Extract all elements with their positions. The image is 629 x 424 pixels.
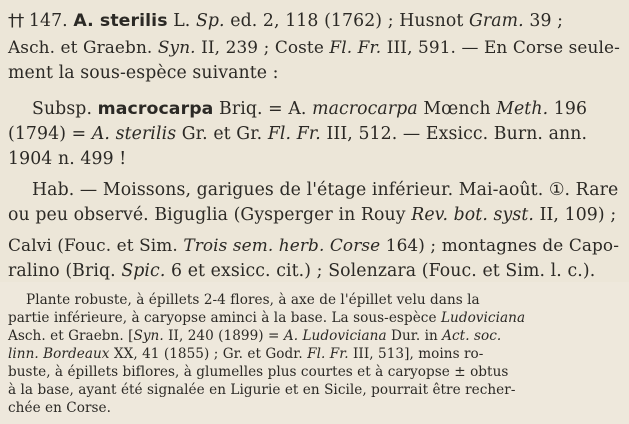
reference-text: ed. 2, 118 (1762) ; Husnot: [230, 11, 464, 31]
reference-title: Syn.: [157, 37, 196, 57]
subsp-label: Subsp.: [32, 99, 93, 119]
reference-text: III, 591. — En Corse seule-: [386, 37, 620, 57]
habitat-line-4: [8, 261, 595, 281]
note-text: partie inférieure, à caryopse aminci à la base. La sous-espèce: [8, 310, 437, 326]
reference-title: Spic.: [121, 261, 166, 281]
habitat-line-3: [8, 235, 619, 255]
reference-title: Sp.: [195, 11, 225, 31]
entry-line-2: [8, 37, 620, 57]
reference-title: Trois sem. herb. Corse: [183, 235, 381, 255]
subsp-text: Gr. et Gr.: [181, 124, 263, 144]
subsp-text: 196: [553, 99, 588, 119]
note-line-7: chée en Corse.: [8, 400, 112, 416]
habitat-line-1: Hab. — Moissons, garigues de l'étage inférieur. Mai-août. ①. Rare: [32, 180, 619, 200]
reference-title: Rev. bot. syst.: [411, 205, 534, 225]
habitat-text: II, 109) ;: [539, 205, 617, 225]
reference-title: macrocarpa: [312, 99, 418, 119]
note-line-6: à la base, ayant été signalée en Ligurie et en Sicile, pourrait être recher-: [8, 382, 516, 398]
reference-title: Fl. Fr.: [307, 346, 349, 362]
subsp-line-2: [8, 124, 587, 144]
note-line-4: [8, 346, 483, 363]
habitat-text: ou peu observé. Biguglia (Gysperger in Rouy: [8, 205, 406, 225]
note-text: Asch. et Graebn. [: [8, 328, 134, 344]
reference-title: Fl. Fr.: [329, 37, 382, 57]
reference-text: Asch. et Graebn.: [8, 37, 153, 57]
reference-title: Syn.: [133, 328, 164, 344]
reference-title: Act. soc.: [442, 328, 502, 344]
perennial-mark: ††: [8, 11, 24, 31]
subsp-line-1: [32, 99, 587, 119]
habitat-text: 164) ; montagnes de Capo-: [385, 235, 619, 255]
habitat-text: Calvi (Fouc. et Sim.: [8, 235, 178, 255]
note-line-2: [8, 310, 525, 327]
note-text: II, 240 (1899) =: [168, 328, 280, 344]
species-author: L.: [173, 11, 191, 31]
species-name: A. sterilis: [73, 11, 168, 31]
reference-title: Fl. Fr.: [267, 124, 321, 144]
reference-title: A. sterilis: [91, 124, 177, 144]
note-text: XX, 41 (1855) ; Gr. et Godr.: [113, 346, 303, 362]
subsp-name: macrocarpa: [97, 99, 214, 119]
subsp-text: III, 512. — Exsicc. Burn. ann.: [326, 124, 588, 144]
habitat-text: ralino (Briq.: [8, 261, 116, 281]
note-text: III, 513], moins ro-: [353, 346, 484, 362]
entry-number: 147.: [28, 11, 68, 31]
subsp-line-3: 1904 n. 499 !: [8, 149, 127, 169]
reference-title: Gram.: [469, 11, 524, 31]
note-text: Dur. in: [391, 328, 438, 344]
habitat-text: 6 et exsicc. cit.) ; Solenzara (Fouc. et Sim. l. c.).: [171, 261, 596, 281]
reference-text: 39 ;: [529, 11, 564, 31]
note-line-5: buste, à épillets biflores, à glumelles plus courtes et à caryopse ± obtus: [8, 364, 509, 380]
reference-text: II, 239 ; Coste: [201, 37, 324, 57]
entry-line-1: [8, 11, 563, 31]
subsp-text: Briq. = A.: [219, 99, 307, 119]
subsp-text: Mœnch: [423, 99, 491, 119]
entry-line-3: ment la sous-espèce suivante :: [8, 63, 279, 83]
reference-title: Ludoviciana: [440, 310, 526, 326]
note-line-3: [8, 328, 501, 345]
reference-title: A. Ludoviciana: [283, 328, 387, 344]
note-line-1: Plante robuste, à épillets 2-4 flores, à axe de l'épillet velu dans la: [26, 292, 480, 308]
reference-title: linn. Bordeaux: [8, 346, 110, 362]
subsp-text: (1794) =: [8, 124, 87, 144]
reference-title: Meth.: [496, 99, 549, 119]
habitat-line-2: [8, 205, 616, 225]
